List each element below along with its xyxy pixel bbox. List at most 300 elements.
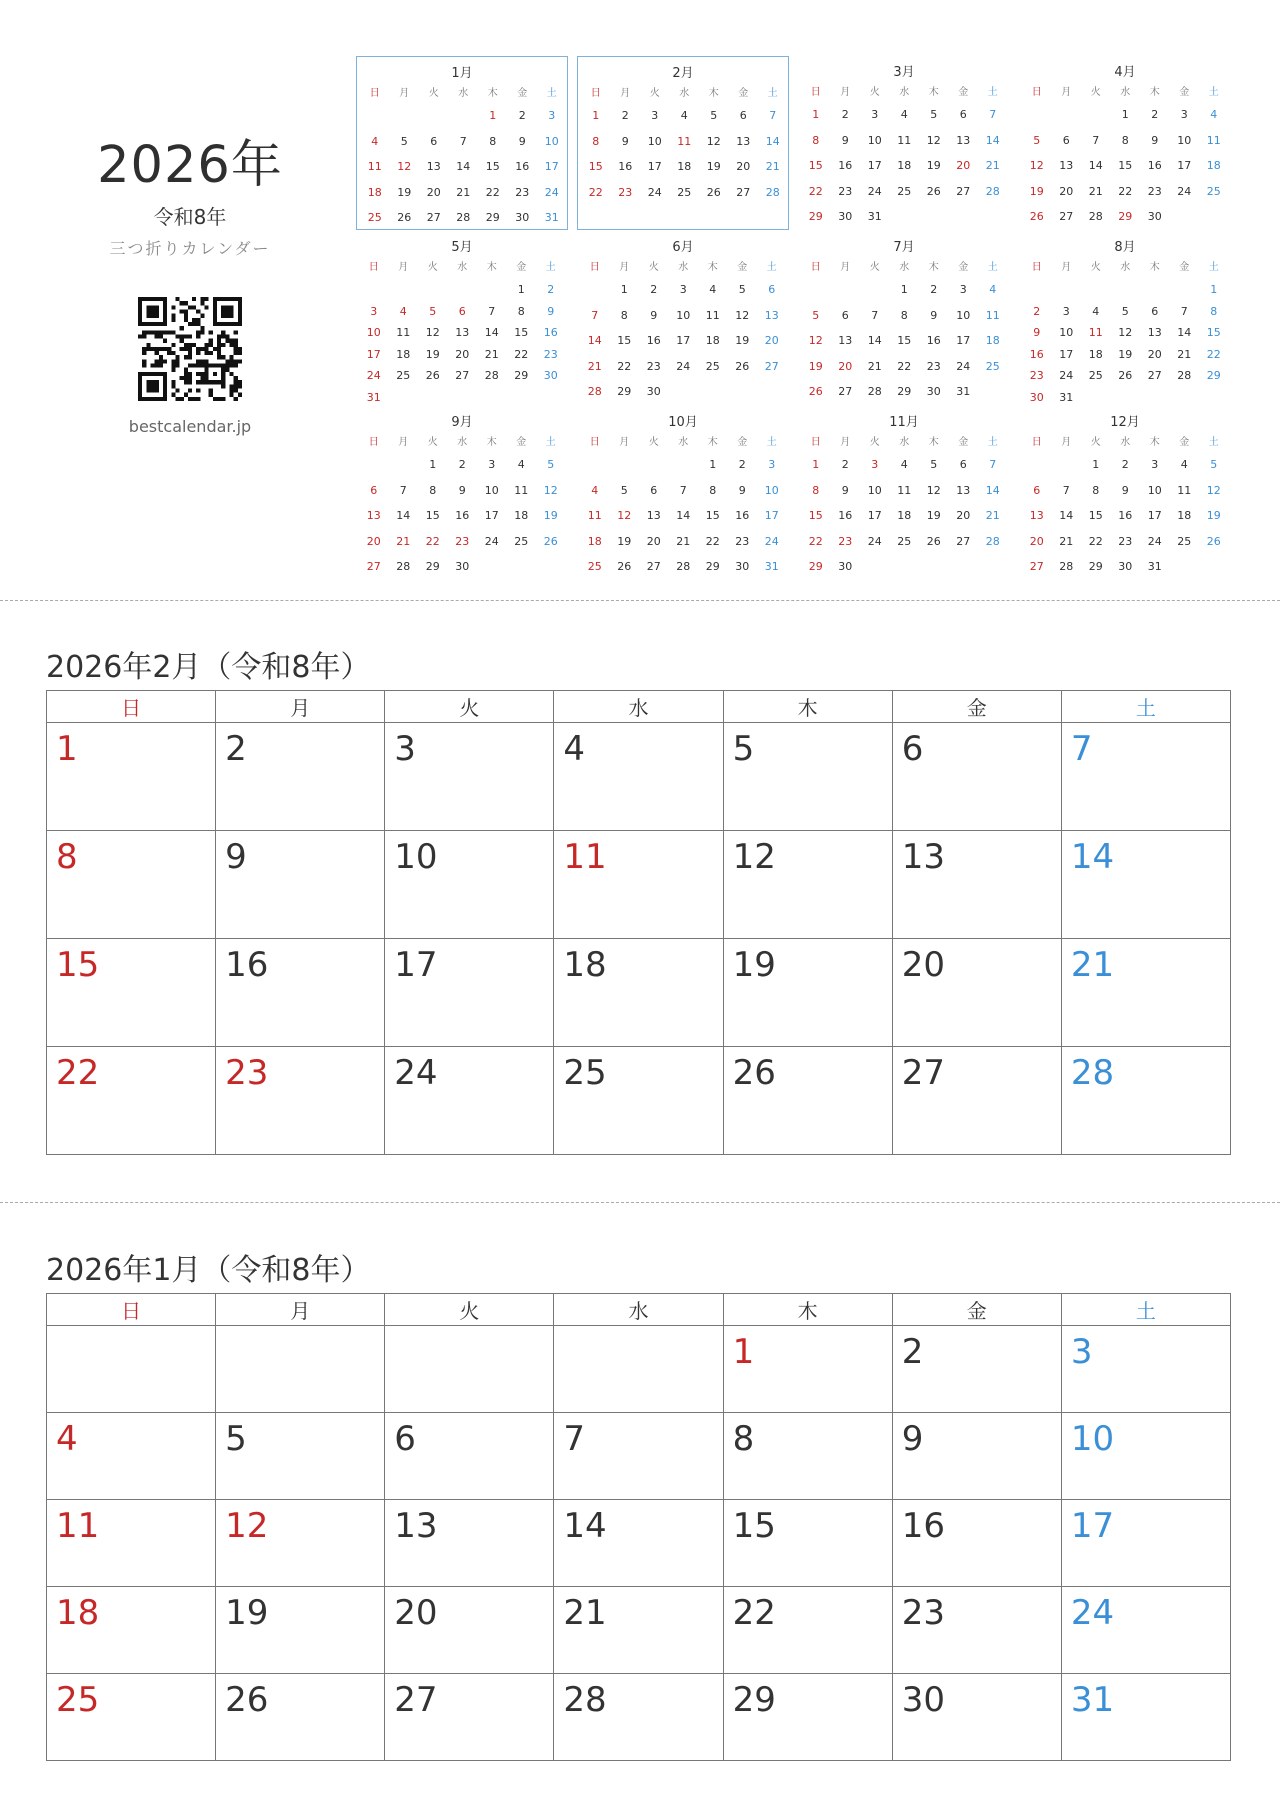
mini-weekday-label: 月: [398, 437, 409, 448]
mini-day: 11: [897, 133, 912, 147]
mini-day: 10: [676, 308, 691, 322]
weekday-header: 木: [723, 1294, 892, 1326]
mini-day: 20: [426, 185, 441, 199]
mini-weekday-label: 日: [810, 262, 821, 273]
mini-day: 9: [650, 308, 658, 322]
mini-day: 13: [1147, 326, 1162, 339]
mini-day: 1: [592, 109, 600, 122]
mini-month-title: 3月: [893, 65, 915, 80]
mini-day: 29: [617, 385, 632, 398]
mini-day: 14: [484, 326, 499, 339]
mini-day: 29: [514, 369, 529, 382]
day-cell: [723, 1413, 892, 1500]
mini-day: 30: [1147, 210, 1162, 223]
mini-day: 5: [1121, 304, 1129, 318]
day-number: 25: [56, 1680, 100, 1720]
day-number: 8: [732, 1419, 755, 1459]
mini-weekday-label: 金: [737, 437, 748, 448]
mini-weekday-label: 土: [545, 437, 556, 448]
day-number: 22: [56, 1053, 100, 1093]
mini-day: 17: [867, 159, 882, 172]
mini-day: 30: [1118, 560, 1133, 573]
mini-day: 4: [900, 108, 908, 121]
mini-day: 15: [808, 509, 823, 522]
mini-day: 22: [588, 185, 603, 199]
mini-day: 9: [458, 483, 466, 497]
week-row: [47, 1587, 1231, 1674]
mini-month: [356, 56, 568, 230]
mini-weekday-label: 木: [1149, 437, 1160, 448]
mini-day: 30: [543, 369, 558, 382]
day-number: 2: [901, 1332, 924, 1372]
day-cell: [892, 1047, 1061, 1155]
mini-day: 8: [1092, 483, 1100, 497]
mini-day: 19: [735, 334, 750, 347]
mini-day: 10: [956, 308, 971, 322]
mini-day: 7: [488, 304, 496, 318]
mini-day: 11: [985, 308, 1000, 322]
mini-day: 18: [1177, 509, 1192, 522]
mini-weekday-label: 月: [840, 262, 851, 273]
mini-month: [356, 231, 568, 405]
mini-day: 19: [926, 159, 941, 172]
mini-day: 8: [1210, 304, 1218, 318]
mini-day: 14: [1059, 509, 1074, 522]
mini-day: 24: [544, 185, 559, 199]
mini-day: 2: [841, 458, 849, 471]
mini-day: 10: [1147, 483, 1162, 497]
mini-day: 28: [1088, 210, 1103, 223]
mini-weekday-label: 日: [368, 437, 379, 448]
mini-day: 27: [1147, 369, 1162, 382]
mini-day: 15: [588, 160, 603, 173]
mini-day: 13: [1029, 509, 1044, 522]
day-cell: [892, 1326, 1061, 1413]
mini-day: 18: [985, 334, 1000, 347]
mini-day: 22: [617, 359, 632, 373]
mini-day: 21: [1088, 184, 1103, 198]
mini-weekday-label: 土: [766, 262, 777, 273]
mini-day: 20: [366, 534, 381, 548]
mini-day: 7: [1180, 304, 1188, 318]
mini-day: 30: [838, 560, 853, 573]
week-row: [47, 723, 1231, 831]
mini-day: 9: [1151, 133, 1159, 147]
week-row: [47, 1047, 1231, 1155]
day-cell: [216, 831, 385, 939]
mini-day: 28: [676, 560, 691, 573]
mini-day: 17: [867, 509, 882, 522]
weekday-header: 木: [723, 691, 892, 723]
mini-day: 23: [1029, 369, 1044, 382]
mini-weekday-label: 木: [707, 262, 718, 273]
mini-day: 23: [1118, 534, 1133, 548]
mini-day: 11: [1177, 483, 1192, 497]
mini-day: 11: [705, 308, 720, 322]
mini-weekday-label: 土: [987, 437, 998, 448]
month-table: [46, 690, 1231, 1155]
mini-day: 15: [485, 160, 500, 173]
mini-day: 13: [366, 509, 381, 522]
mini-month: [577, 56, 789, 230]
day-number: 17: [394, 945, 438, 985]
mini-day: 27: [764, 359, 779, 373]
mini-day: 20: [1029, 534, 1044, 548]
mini-day: 16: [735, 509, 750, 522]
mini-day: 7: [1062, 483, 1070, 497]
mini-day: 6: [370, 483, 378, 497]
mini-day: 6: [739, 109, 747, 122]
fold-line-2: [0, 1202, 1280, 1203]
mini-day: 6: [959, 458, 967, 471]
mini-weekday-label: 月: [399, 88, 410, 99]
mini-month: [577, 231, 789, 405]
mini-day: 26: [706, 185, 721, 199]
mini-day: 2: [1121, 458, 1129, 471]
mini-day: 23: [926, 359, 941, 373]
mini-day: 11: [1088, 326, 1103, 339]
mini-day: 19: [1206, 509, 1221, 522]
mini-day: 28: [587, 385, 602, 398]
mini-day: 4: [1210, 108, 1218, 121]
mini-day: 30: [455, 560, 470, 573]
mini-day: 27: [838, 385, 853, 398]
mini-day: 22: [808, 534, 823, 548]
mini-weekday-label: 月: [1061, 87, 1072, 98]
mini-day: 5: [738, 283, 746, 296]
mini-weekday-label: 月: [1061, 262, 1072, 273]
mini-day: 15: [808, 159, 823, 172]
day-cell: [47, 1674, 216, 1761]
mini-day: 12: [1029, 159, 1044, 172]
day-cell: [723, 1326, 892, 1413]
mini-day: 14: [985, 483, 1000, 497]
mini-weekday-label: 水: [1120, 87, 1131, 98]
mini-day: 5: [930, 458, 938, 471]
day-number: 3: [1070, 1332, 1093, 1372]
mini-weekday-label: 土: [987, 262, 998, 273]
month-calendar-january: [46, 1249, 1231, 1761]
mini-weekday-label: 土: [545, 262, 556, 273]
mini-day: 29: [808, 560, 823, 573]
mini-day: 26: [1029, 210, 1044, 223]
mini-day: 30: [646, 385, 661, 398]
mini-day: 19: [706, 160, 721, 173]
mini-weekday-label: 水: [679, 88, 690, 99]
mini-weekday-label: 金: [517, 88, 528, 99]
mini-month-title: 2月: [672, 66, 694, 81]
mini-day: 8: [592, 134, 600, 148]
mini-day: 31: [867, 210, 882, 223]
day-cell: [216, 1047, 385, 1155]
week-row: [47, 1413, 1231, 1500]
mini-day: 13: [956, 133, 971, 147]
mini-day: 1: [517, 283, 525, 296]
day-number: 30: [901, 1680, 945, 1720]
mini-day: 24: [647, 185, 662, 199]
month-title: 2026年2月（令和8年）: [46, 650, 371, 685]
mini-day: 23: [646, 359, 661, 373]
day-number: 27: [394, 1680, 438, 1720]
mini-day: 18: [705, 334, 720, 347]
mini-day: 19: [397, 185, 412, 199]
mini-month-title: 7月: [893, 240, 915, 255]
day-number: 26: [732, 1053, 776, 1093]
day-cell: [47, 939, 216, 1047]
mini-day: 16: [646, 334, 661, 347]
mini-day: 27: [736, 185, 751, 199]
mini-month-title: 10月: [668, 415, 698, 430]
mini-day: 18: [677, 160, 692, 173]
mini-month-title: 8月: [1114, 240, 1136, 255]
day-cell: [554, 1047, 723, 1155]
mini-day: 1: [709, 458, 717, 471]
mini-day: 4: [1092, 304, 1100, 318]
mini-day: 24: [484, 534, 499, 548]
day-number: 18: [56, 1593, 100, 1633]
mini-weekday-label: 火: [428, 88, 439, 99]
mini-day: 6: [841, 308, 849, 322]
day-cell: [216, 1500, 385, 1587]
mini-day: 3: [679, 283, 687, 296]
day-cell: [1061, 1413, 1230, 1500]
mini-month-title: 12月: [1110, 415, 1140, 430]
day-cell: [554, 939, 723, 1047]
mini-day: 17: [956, 334, 971, 347]
weekday-header: 金: [892, 691, 1061, 723]
mini-day: 28: [484, 369, 499, 382]
mini-day: 27: [956, 184, 971, 198]
mini-day: 17: [484, 509, 499, 522]
mini-day: 26: [735, 359, 750, 373]
mini-day: 15: [897, 334, 912, 347]
mini-day: 8: [812, 483, 820, 497]
mini-day: 16: [1147, 159, 1162, 172]
mini-day: 3: [1151, 458, 1159, 471]
mini-day: 12: [808, 334, 823, 347]
mini-weekday-label: 金: [1179, 437, 1190, 448]
mini-day: 28: [1059, 560, 1074, 573]
mini-day: 24: [676, 359, 691, 373]
mini-day: 5: [400, 134, 408, 148]
day-number: 27: [901, 1053, 945, 1093]
day-cell: [216, 723, 385, 831]
mini-weekday-label: 水: [458, 88, 469, 99]
mini-weekday-label: 日: [368, 262, 379, 273]
mini-day: 19: [617, 534, 632, 548]
day-cell: [554, 1500, 723, 1587]
mini-weekday-label: 月: [620, 88, 631, 99]
mini-day: 28: [867, 385, 882, 398]
day-number: 9: [901, 1419, 924, 1459]
day-cell: [892, 831, 1061, 939]
mini-weekday-label: 土: [1208, 262, 1219, 273]
mini-day: 28: [765, 185, 780, 199]
mini-day: 21: [676, 534, 691, 548]
mini-day: 3: [1062, 304, 1070, 318]
mini-day: 10: [764, 483, 779, 497]
mini-weekday-label: 木: [1149, 87, 1160, 98]
day-number: 1: [732, 1332, 755, 1372]
mini-day: 13: [455, 326, 470, 339]
mini-weekday-label: 土: [1208, 437, 1219, 448]
mini-day: 29: [1206, 369, 1221, 382]
mini-weekday-label: 金: [958, 262, 969, 273]
mini-day: 11: [897, 483, 912, 497]
day-number: 20: [394, 1593, 438, 1633]
mini-day: 16: [838, 509, 853, 522]
mini-weekday-label: 木: [486, 437, 497, 448]
weekday-header: 火: [385, 691, 554, 723]
mini-day: 17: [1147, 509, 1162, 522]
day-number: 10: [394, 837, 438, 877]
day-cell: [554, 1674, 723, 1761]
day-cell: [1061, 831, 1230, 939]
mini-day: 25: [677, 185, 692, 199]
mini-day: 13: [1059, 159, 1074, 172]
mini-day: 1: [1121, 108, 1129, 121]
day-cell: [892, 1674, 1061, 1761]
mini-day: 12: [735, 308, 750, 322]
mini-day: 28: [456, 211, 471, 224]
mini-day: 29: [1088, 560, 1103, 573]
mini-day: 26: [1118, 369, 1133, 382]
day-number: 15: [732, 1506, 776, 1546]
mini-day: 27: [1029, 560, 1044, 573]
mini-day: 17: [366, 347, 381, 361]
mini-month: [798, 406, 1010, 580]
day-cell: [385, 939, 554, 1047]
mini-day: 12: [617, 509, 632, 522]
mini-day: 3: [1180, 108, 1188, 121]
mini-day: 19: [543, 509, 558, 522]
mini-day: 25: [897, 534, 912, 548]
mini-day: 26: [808, 385, 823, 398]
mini-weekday-label: 日: [1031, 262, 1042, 273]
mini-day: 21: [484, 347, 499, 361]
mini-day: 12: [926, 133, 941, 147]
mini-day: 24: [956, 359, 971, 373]
mini-month-title: 4月: [1114, 65, 1136, 80]
mini-day: 30: [838, 210, 853, 223]
day-number: 23: [901, 1593, 945, 1633]
weekday-header: 金: [892, 1294, 1061, 1326]
mini-day: 29: [705, 560, 720, 573]
weekday-header: 月: [216, 691, 385, 723]
weekday-header: 水: [554, 691, 723, 723]
mini-day: 17: [764, 509, 779, 522]
mini-day: 17: [1177, 159, 1192, 172]
day-number: 9: [225, 837, 247, 877]
mini-day: 1: [812, 108, 820, 121]
mini-day: 26: [1206, 534, 1221, 548]
mini-day: 23: [1147, 184, 1162, 198]
mini-day: 21: [867, 359, 882, 373]
mini-day: 20: [1059, 184, 1074, 198]
day-number: 29: [732, 1680, 776, 1720]
mini-month-title: 6月: [672, 240, 694, 255]
day-number: 11: [563, 837, 607, 877]
mini-weekday-label: 土: [767, 88, 778, 99]
week-row: [47, 1500, 1231, 1587]
day-cell: [723, 939, 892, 1047]
day-number: 16: [225, 945, 269, 985]
day-cell: [1061, 1326, 1230, 1413]
week-row: [47, 831, 1231, 939]
mini-day: 8: [429, 483, 437, 497]
mini-day: 1: [429, 458, 437, 471]
mini-weekday-label: 火: [649, 88, 660, 99]
mini-weekday-label: 水: [457, 262, 468, 273]
day-number: 17: [1070, 1506, 1115, 1546]
month-calendar-february: [46, 646, 1231, 1155]
mini-day: 9: [621, 134, 629, 148]
day-number: 11: [56, 1506, 100, 1546]
mini-day: 19: [425, 347, 440, 361]
mini-weekday-label: 火: [648, 437, 659, 448]
day-cell: [892, 1587, 1061, 1674]
mini-day: 20: [736, 160, 751, 173]
day-number: 10: [1070, 1419, 1115, 1459]
mini-day: 19: [808, 359, 823, 373]
mini-day: 12: [425, 326, 440, 339]
mini-weekday-label: 水: [899, 87, 910, 98]
day-cell: [554, 831, 723, 939]
mini-month: [1019, 406, 1231, 580]
mini-day: 7: [679, 483, 687, 497]
mini-day: 5: [710, 109, 718, 122]
mini-day: 31: [544, 211, 559, 224]
mini-day: 25: [514, 534, 529, 548]
day-cell: [723, 1587, 892, 1674]
mini-day: 8: [812, 133, 820, 147]
day-cell: [1061, 939, 1230, 1047]
day-cell: [385, 1500, 554, 1587]
mini-weekday-label: 日: [589, 262, 600, 273]
mini-day: 14: [676, 509, 691, 522]
mini-day: 25: [1177, 534, 1192, 548]
day-number: 5: [225, 1419, 247, 1459]
mini-month: [798, 231, 1010, 405]
mini-day: 25: [897, 184, 912, 198]
mini-day: 6: [959, 108, 967, 121]
mini-day: 22: [1088, 534, 1103, 548]
mini-weekday-label: 月: [398, 262, 409, 273]
day-number: 8: [56, 837, 78, 877]
mini-day: 14: [456, 160, 471, 173]
day-number: 25: [563, 1053, 607, 1093]
mini-day: 14: [1088, 159, 1103, 172]
mini-day: 21: [765, 160, 780, 173]
mini-day: 5: [429, 304, 437, 318]
mini-day: 31: [764, 560, 779, 573]
mini-weekday-label: 月: [1061, 437, 1072, 448]
mini-day: 26: [397, 211, 412, 224]
mini-weekday-label: 火: [1090, 437, 1101, 448]
mini-day: 16: [618, 160, 633, 173]
mini-month-title: 5月: [451, 240, 473, 255]
mini-day: 9: [547, 304, 555, 318]
day-number: 12: [225, 1506, 269, 1546]
mini-weekday-label: 水: [457, 437, 468, 448]
day-number: 4: [56, 1419, 78, 1459]
mini-day: 11: [587, 509, 602, 522]
mini-weekday-label: 水: [899, 437, 910, 448]
mini-month-title: 1月: [451, 66, 473, 81]
mini-day: 3: [548, 109, 556, 122]
mini-day: 16: [455, 509, 470, 522]
mini-day: 18: [587, 534, 602, 548]
